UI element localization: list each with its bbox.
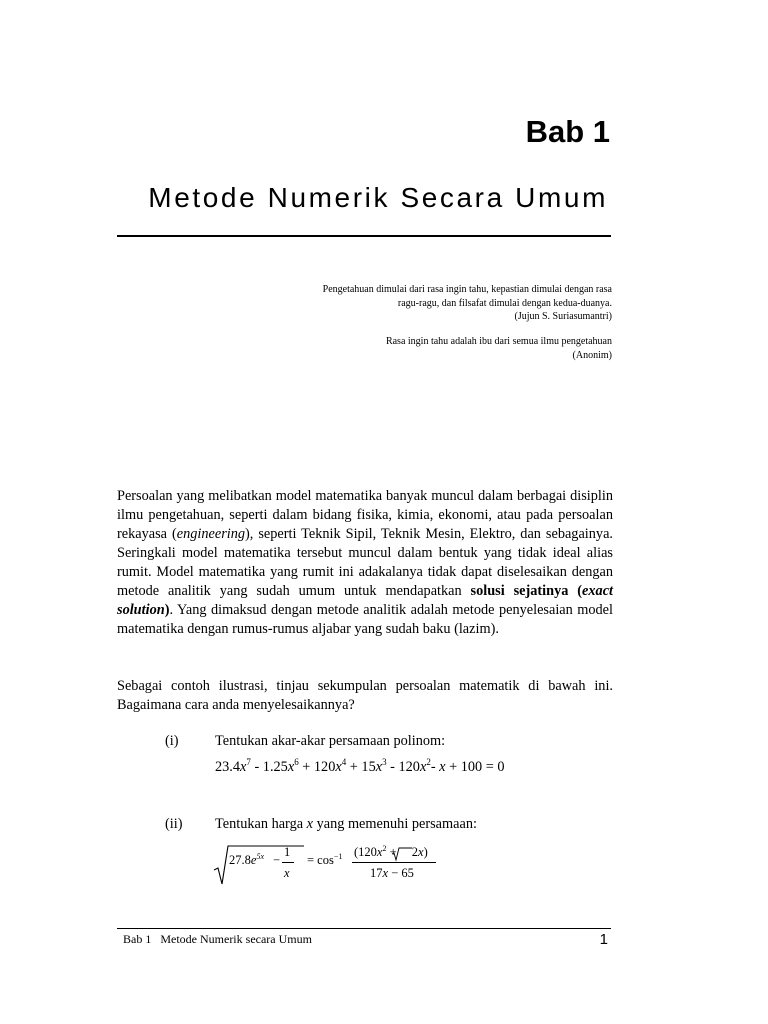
fraction-bar	[352, 862, 436, 863]
page-number: 1	[599, 931, 608, 948]
minus-sign: −	[273, 853, 281, 867]
item-instruction: Tentukan akar-akar persamaan polinom:	[215, 733, 446, 749]
fraction-numerator: 1	[284, 845, 291, 859]
intro-paragraph	[117, 487, 613, 639]
item-number: (i)	[165, 733, 179, 749]
fraction-denominator: x	[284, 866, 290, 880]
paragraph-text: Persoalan yang melibatkan model matematika banyak muncul dalam berbagai disiplin ilmu pengetahuan, seperti dalam bidang fisika, kimia, ekonomi, atau pada persoalan rekayasa (	[117, 488, 613, 542]
exact-solution-term: solusi sejatinya (exact solution)	[117, 583, 614, 618]
radicand-term: $27.8e^{5x}$	[229, 852, 264, 867]
cos-inverse: = $\cos^{-1}$	[307, 852, 343, 867]
epigraph-line: ragu-ragu, dan filsafat dimulai dengan kedua-duanya.	[397, 297, 612, 309]
epigraph-author: (Jujun S. Suriasumantri)	[514, 311, 612, 322]
polynomial-equation: $23.4x^7 - 1.25x^6 + 120x^4 + 15x^3 - 120x^2-$ x + 100 = 0	[215, 757, 505, 775]
item-number: (ii)	[165, 816, 183, 832]
epigraph-quote-2	[252, 335, 612, 362]
epigraph-quote-1	[252, 283, 612, 324]
engineering-term: engineering	[176, 526, 246, 542]
epigraph-author: (Anonim)	[572, 349, 612, 361]
fraction-bar	[282, 862, 294, 863]
footer-chapter-label: Bab 1 Metode Numerik secara Umum	[123, 932, 312, 946]
radical-equation	[212, 843, 442, 891]
paragraph-text: . Yang dimaksud dengan metode analitik adalah metode penyelesaian model matematika dengan rumus-rumus aljabar yang sudah baku (lazim).	[117, 602, 613, 637]
chapter-label: Bab 1	[525, 114, 610, 149]
cos-fraction-denominator: 17x − 65	[370, 866, 414, 880]
epigraph-line: Pengetahuan dimulai dari rasa ingin tahu, kepastian dimulai dengan rasa	[322, 284, 612, 295]
example-intro-paragraph: Sebagai contoh ilustrasi, tinjau sekumpulan persoalan matematik di bawah ini. Bagaimana cara anda menyelesaikannya?	[117, 678, 613, 713]
cos-fraction-numerator: $(120x^2 + 2x)$	[354, 844, 428, 859]
footer-divider	[117, 928, 611, 929]
paragraph-text: ), seperti Teknik Sipil, Teknik Mesin, Elektro, dan sebagainya. Seringkali model matematika tersebut muncul dalam bentuk yang tidak ideal alias rumit. Model matematika yang rumit ini adakalanya tidak dapat diselesaikan dengan metode analitik yang sudah umum untuk mendapatkan	[117, 526, 613, 599]
chapter-title-divider	[117, 235, 611, 237]
chapter-title: Metode Numerik Secara Umum	[148, 182, 608, 213]
epigraph-line: Rasa ingin tahu adalah ibu dari semua ilmu pengetahuan	[385, 336, 612, 347]
item-instruction: Tentukan harga x yang memenuhi persamaan:	[215, 816, 477, 832]
